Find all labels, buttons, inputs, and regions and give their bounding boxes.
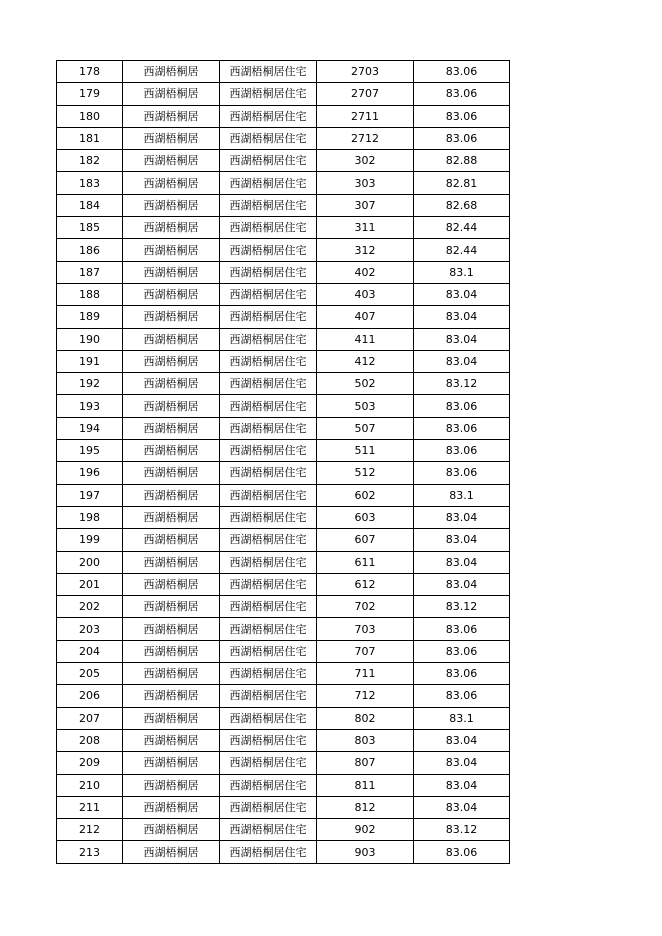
cell-seq: 186 (57, 239, 123, 261)
table-row (57, 127, 510, 149)
cell-seq: 188 (57, 283, 123, 305)
table-row (57, 440, 510, 462)
cell-area: 83.1 (414, 484, 510, 506)
cell-seq: 185 (57, 217, 123, 239)
cell-area: 83.04 (414, 306, 510, 328)
cell-seq: 180 (57, 105, 123, 127)
cell-room: 303 (317, 172, 414, 194)
cell-seq: 181 (57, 127, 123, 149)
cell-project: 西湖梧桐居 (123, 551, 220, 573)
table-row (57, 261, 510, 283)
table-row (57, 194, 510, 216)
table-row (57, 283, 510, 305)
cell-room: 611 (317, 551, 414, 573)
cell-building: 西湖梧桐居住宅 (220, 596, 317, 618)
cell-project: 西湖梧桐居 (123, 774, 220, 796)
cell-building: 西湖梧桐居住宅 (220, 640, 317, 662)
cell-area: 82.88 (414, 150, 510, 172)
cell-area: 83.12 (414, 819, 510, 841)
table-row (57, 841, 510, 863)
cell-project: 西湖梧桐居 (123, 83, 220, 105)
cell-building: 西湖梧桐居住宅 (220, 395, 317, 417)
cell-building: 西湖梧桐居住宅 (220, 217, 317, 239)
cell-seq: 183 (57, 172, 123, 194)
cell-seq: 187 (57, 261, 123, 283)
cell-building: 西湖梧桐居住宅 (220, 440, 317, 462)
table-row (57, 150, 510, 172)
table-row (57, 774, 510, 796)
cell-seq: 193 (57, 395, 123, 417)
cell-area: 83.12 (414, 596, 510, 618)
cell-room: 2707 (317, 83, 414, 105)
table-row (57, 685, 510, 707)
cell-seq: 210 (57, 774, 123, 796)
cell-project: 西湖梧桐居 (123, 217, 220, 239)
cell-room: 511 (317, 440, 414, 462)
cell-seq: 191 (57, 350, 123, 372)
table-row (57, 462, 510, 484)
table-row (57, 529, 510, 551)
cell-building: 西湖梧桐居住宅 (220, 172, 317, 194)
cell-building: 西湖梧桐居住宅 (220, 306, 317, 328)
table-row (57, 105, 510, 127)
cell-building: 西湖梧桐居住宅 (220, 373, 317, 395)
table-row (57, 663, 510, 685)
cell-area: 83.04 (414, 283, 510, 305)
cell-room: 311 (317, 217, 414, 239)
cell-area: 83.06 (414, 618, 510, 640)
cell-project: 西湖梧桐居 (123, 239, 220, 261)
table-row (57, 239, 510, 261)
cell-seq: 189 (57, 306, 123, 328)
cell-building: 西湖梧桐居住宅 (220, 551, 317, 573)
cell-building: 西湖梧桐居住宅 (220, 283, 317, 305)
cell-seq: 197 (57, 484, 123, 506)
cell-room: 711 (317, 663, 414, 685)
cell-project: 西湖梧桐居 (123, 194, 220, 216)
cell-area: 83.06 (414, 83, 510, 105)
cell-building: 西湖梧桐居住宅 (220, 194, 317, 216)
cell-seq: 199 (57, 529, 123, 551)
cell-room: 902 (317, 819, 414, 841)
cell-area: 83.1 (414, 707, 510, 729)
cell-room: 402 (317, 261, 414, 283)
cell-area: 83.04 (414, 328, 510, 350)
cell-project: 西湖梧桐居 (123, 283, 220, 305)
cell-project: 西湖梧桐居 (123, 172, 220, 194)
table-row (57, 484, 510, 506)
cell-project: 西湖梧桐居 (123, 350, 220, 372)
cell-building: 西湖梧桐居住宅 (220, 484, 317, 506)
table-row (57, 395, 510, 417)
cell-seq: 179 (57, 83, 123, 105)
cell-area: 82.81 (414, 172, 510, 194)
cell-area: 83.12 (414, 373, 510, 395)
cell-room: 403 (317, 283, 414, 305)
cell-area: 83.06 (414, 61, 510, 83)
cell-project: 西湖梧桐居 (123, 596, 220, 618)
cell-area: 83.04 (414, 729, 510, 751)
cell-room: 502 (317, 373, 414, 395)
cell-building: 西湖梧桐居住宅 (220, 239, 317, 261)
cell-room: 312 (317, 239, 414, 261)
cell-project: 西湖梧桐居 (123, 484, 220, 506)
cell-seq: 212 (57, 819, 123, 841)
cell-project: 西湖梧桐居 (123, 462, 220, 484)
cell-project: 西湖梧桐居 (123, 395, 220, 417)
cell-area: 83.06 (414, 417, 510, 439)
cell-area: 83.04 (414, 796, 510, 818)
cell-project: 西湖梧桐居 (123, 707, 220, 729)
cell-building: 西湖梧桐居住宅 (220, 707, 317, 729)
cell-project: 西湖梧桐居 (123, 640, 220, 662)
table-row (57, 640, 510, 662)
cell-seq: 184 (57, 194, 123, 216)
cell-building: 西湖梧桐居住宅 (220, 83, 317, 105)
cell-seq: 201 (57, 573, 123, 595)
table-row (57, 618, 510, 640)
cell-project: 西湖梧桐居 (123, 685, 220, 707)
cell-building: 西湖梧桐居住宅 (220, 573, 317, 595)
cell-project: 西湖梧桐居 (123, 105, 220, 127)
cell-project: 西湖梧桐居 (123, 417, 220, 439)
cell-project: 西湖梧桐居 (123, 841, 220, 863)
cell-seq: 213 (57, 841, 123, 863)
cell-seq: 178 (57, 61, 123, 83)
cell-room: 607 (317, 529, 414, 551)
cell-building: 西湖梧桐居住宅 (220, 506, 317, 528)
cell-area: 83.06 (414, 663, 510, 685)
cell-room: 803 (317, 729, 414, 751)
cell-area: 83.04 (414, 551, 510, 573)
cell-room: 2711 (317, 105, 414, 127)
cell-project: 西湖梧桐居 (123, 573, 220, 595)
cell-project: 西湖梧桐居 (123, 328, 220, 350)
cell-seq: 192 (57, 373, 123, 395)
cell-area: 83.04 (414, 774, 510, 796)
cell-area: 83.06 (414, 462, 510, 484)
cell-seq: 207 (57, 707, 123, 729)
cell-room: 807 (317, 752, 414, 774)
cell-project: 西湖梧桐居 (123, 306, 220, 328)
cell-room: 712 (317, 685, 414, 707)
cell-seq: 211 (57, 796, 123, 818)
cell-seq: 190 (57, 328, 123, 350)
table-row (57, 752, 510, 774)
table-row (57, 83, 510, 105)
cell-area: 83.06 (414, 105, 510, 127)
table-row (57, 573, 510, 595)
cell-building: 西湖梧桐居住宅 (220, 729, 317, 751)
cell-room: 702 (317, 596, 414, 618)
cell-building: 西湖梧桐居住宅 (220, 819, 317, 841)
cell-room: 703 (317, 618, 414, 640)
cell-project: 西湖梧桐居 (123, 261, 220, 283)
table-row (57, 551, 510, 573)
table-row (57, 707, 510, 729)
cell-room: 407 (317, 306, 414, 328)
cell-seq: 209 (57, 752, 123, 774)
table-row (57, 506, 510, 528)
cell-project: 西湖梧桐居 (123, 150, 220, 172)
table-row (57, 596, 510, 618)
table-row (57, 417, 510, 439)
cell-room: 603 (317, 506, 414, 528)
cell-area: 83.06 (414, 841, 510, 863)
cell-area: 83.06 (414, 440, 510, 462)
cell-seq: 194 (57, 417, 123, 439)
table-row (57, 217, 510, 239)
table-row (57, 328, 510, 350)
cell-building: 西湖梧桐居住宅 (220, 774, 317, 796)
cell-building: 西湖梧桐居住宅 (220, 841, 317, 863)
cell-room: 412 (317, 350, 414, 372)
cell-seq: 195 (57, 440, 123, 462)
cell-seq: 204 (57, 640, 123, 662)
cell-area: 83.06 (414, 127, 510, 149)
cell-project: 西湖梧桐居 (123, 752, 220, 774)
cell-room: 602 (317, 484, 414, 506)
cell-area: 82.44 (414, 239, 510, 261)
cell-project: 西湖梧桐居 (123, 127, 220, 149)
cell-project: 西湖梧桐居 (123, 440, 220, 462)
table-row (57, 350, 510, 372)
cell-building: 西湖梧桐居住宅 (220, 328, 317, 350)
cell-area: 83.06 (414, 395, 510, 417)
cell-building: 西湖梧桐居住宅 (220, 618, 317, 640)
cell-building: 西湖梧桐居住宅 (220, 752, 317, 774)
cell-room: 707 (317, 640, 414, 662)
cell-area: 83.06 (414, 685, 510, 707)
cell-area: 83.04 (414, 573, 510, 595)
cell-project: 西湖梧桐居 (123, 729, 220, 751)
table-row (57, 172, 510, 194)
cell-project: 西湖梧桐居 (123, 506, 220, 528)
cell-seq: 206 (57, 685, 123, 707)
cell-room: 802 (317, 707, 414, 729)
cell-room: 411 (317, 328, 414, 350)
cell-seq: 202 (57, 596, 123, 618)
cell-room: 507 (317, 417, 414, 439)
cell-building: 西湖梧桐居住宅 (220, 529, 317, 551)
table-row (57, 373, 510, 395)
cell-seq: 205 (57, 663, 123, 685)
table-row (57, 306, 510, 328)
cell-seq: 203 (57, 618, 123, 640)
cell-building: 西湖梧桐居住宅 (220, 261, 317, 283)
cell-building: 西湖梧桐居住宅 (220, 462, 317, 484)
table-row (57, 796, 510, 818)
cell-building: 西湖梧桐居住宅 (220, 105, 317, 127)
cell-building: 西湖梧桐居住宅 (220, 150, 317, 172)
cell-area: 83.04 (414, 350, 510, 372)
cell-room: 512 (317, 462, 414, 484)
cell-area: 83.04 (414, 506, 510, 528)
cell-building: 西湖梧桐居住宅 (220, 796, 317, 818)
cell-seq: 196 (57, 462, 123, 484)
cell-project: 西湖梧桐居 (123, 529, 220, 551)
cell-area: 83.04 (414, 752, 510, 774)
cell-building: 西湖梧桐居住宅 (220, 417, 317, 439)
cell-room: 903 (317, 841, 414, 863)
cell-area: 83.06 (414, 640, 510, 662)
table-body (57, 61, 510, 864)
cell-area: 83.04 (414, 529, 510, 551)
cell-room: 2712 (317, 127, 414, 149)
cell-room: 302 (317, 150, 414, 172)
cell-seq: 182 (57, 150, 123, 172)
cell-building: 西湖梧桐居住宅 (220, 61, 317, 83)
table-row (57, 61, 510, 83)
cell-project: 西湖梧桐居 (123, 618, 220, 640)
cell-seq: 200 (57, 551, 123, 573)
cell-project: 西湖梧桐居 (123, 61, 220, 83)
cell-building: 西湖梧桐居住宅 (220, 350, 317, 372)
cell-project: 西湖梧桐居 (123, 663, 220, 685)
cell-project: 西湖梧桐居 (123, 819, 220, 841)
cell-area: 82.44 (414, 217, 510, 239)
cell-room: 2703 (317, 61, 414, 83)
cell-area: 82.68 (414, 194, 510, 216)
cell-area: 83.1 (414, 261, 510, 283)
cell-seq: 198 (57, 506, 123, 528)
cell-room: 307 (317, 194, 414, 216)
cell-room: 811 (317, 774, 414, 796)
table-row (57, 729, 510, 751)
table-row (57, 819, 510, 841)
cell-building: 西湖梧桐居住宅 (220, 685, 317, 707)
cell-room: 612 (317, 573, 414, 595)
cell-building: 西湖梧桐居住宅 (220, 127, 317, 149)
cell-building: 西湖梧桐居住宅 (220, 663, 317, 685)
cell-project: 西湖梧桐居 (123, 796, 220, 818)
cell-project: 西湖梧桐居 (123, 373, 220, 395)
cell-seq: 208 (57, 729, 123, 751)
data-table (56, 60, 510, 864)
cell-room: 503 (317, 395, 414, 417)
cell-room: 812 (317, 796, 414, 818)
